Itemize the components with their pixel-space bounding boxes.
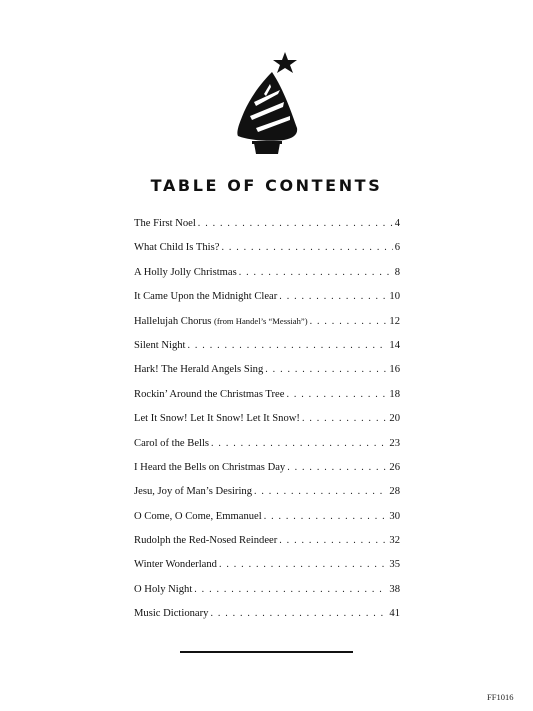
toc-entry — [134, 608, 400, 632]
toc-entry-title: Winter Wonderland — [134, 559, 217, 571]
toc-entry-page-number: 20 — [389, 413, 400, 425]
dot-leader — [286, 389, 387, 400]
dot-leader — [287, 462, 387, 473]
toc-entry — [134, 242, 400, 266]
toc-entry-page-number: 23 — [389, 437, 400, 449]
toc-entry-title: Hark! The Herald Angels Sing — [134, 364, 264, 376]
toc-entry-page-number: 12 — [389, 315, 400, 327]
toc-entry-title: Music Dictionary — [134, 608, 209, 620]
dot-leader — [194, 584, 387, 595]
toc-entry-page-number: 38 — [389, 583, 400, 595]
dot-leader — [211, 438, 387, 449]
dot-leader — [265, 364, 387, 375]
toc-entry-subtitle: (from Handel’s “Messiah”) — [214, 315, 308, 326]
dot-leader — [254, 486, 387, 497]
toc-entry-title: Let It Snow! Let It Snow! Let It Snow! — [134, 413, 300, 425]
toc-entry — [134, 364, 400, 388]
toc-entry-page-number: 41 — [389, 608, 400, 620]
dot-leader — [198, 218, 393, 229]
dot-leader — [310, 316, 388, 327]
toc-entry-page-number: 4 — [394, 218, 400, 229]
toc-entry-title: A Holly Jolly Christmas — [134, 266, 237, 278]
toc-entry-page-number: 18 — [389, 388, 400, 400]
toc-entry-page-number: 14 — [389, 339, 400, 351]
toc-entry-title: What Child Is This? — [134, 242, 220, 254]
dot-leader — [279, 535, 387, 546]
dot-leader — [264, 511, 388, 522]
toc-entry-page-number: 28 — [389, 486, 400, 498]
toc-entry-page-number: 30 — [389, 510, 400, 522]
toc-entry-title: I Heard the Bells on Christmas Day — [134, 461, 286, 473]
catalog-code: FF1016 — [487, 692, 514, 702]
dot-leader — [279, 291, 387, 302]
table-of-contents — [134, 218, 400, 633]
dot-leader — [188, 340, 388, 351]
toc-entry — [134, 340, 400, 364]
toc-entry-title: It Came Upon the Midnight Clear — [134, 291, 278, 303]
page-title: TABLE OF CONTENTS — [150, 176, 383, 195]
toc-entry-page-number: 26 — [389, 461, 400, 473]
christmas-tree-icon — [234, 50, 300, 156]
toc-entry — [134, 413, 400, 437]
toc-entry-title: Rudolph the Red-Nosed Reindeer — [134, 535, 278, 547]
toc-entry-title: Carol of the Bells — [134, 437, 210, 449]
toc-entry-page-number: 32 — [389, 535, 400, 547]
toc-entry — [134, 462, 400, 486]
toc-entry — [134, 389, 400, 413]
toc-entry-page-number: 16 — [389, 364, 400, 376]
toc-entry — [134, 316, 400, 340]
toc-entry — [134, 559, 400, 583]
toc-entry — [134, 438, 400, 462]
toc-entry — [134, 486, 400, 510]
toc-entry — [134, 511, 400, 535]
toc-entry-page-number: 8 — [394, 266, 400, 278]
toc-entry-page-number: 35 — [389, 559, 400, 571]
divider — [180, 651, 353, 653]
dot-leader — [302, 413, 387, 424]
dot-leader — [210, 608, 387, 619]
toc-entry — [134, 291, 400, 315]
dot-leader — [219, 559, 387, 570]
toc-entry-title: Jesu, Joy of Man’s Desiring — [134, 486, 252, 498]
toc-entry — [134, 584, 400, 608]
toc-entry-title: Rockin’ Around the Christmas Tree — [134, 388, 285, 400]
dot-leader — [221, 242, 392, 253]
toc-entry-page-number: 6 — [394, 242, 400, 254]
toc-entry-title: Hallelujah Chorus (from Handel’s “Messiah”) — [134, 315, 308, 327]
toc-entry — [134, 218, 400, 242]
toc-entry-title: Silent Night — [134, 339, 186, 351]
toc-entry-title: O Come, O Come, Emmanuel — [134, 510, 262, 522]
toc-entry-title: The First Noel — [134, 218, 196, 229]
toc-entry-page-number: 10 — [389, 291, 400, 303]
toc-entry-title: O Holy Night — [134, 583, 193, 595]
toc-entry — [134, 267, 400, 291]
dot-leader — [239, 267, 393, 278]
toc-entry — [134, 535, 400, 559]
